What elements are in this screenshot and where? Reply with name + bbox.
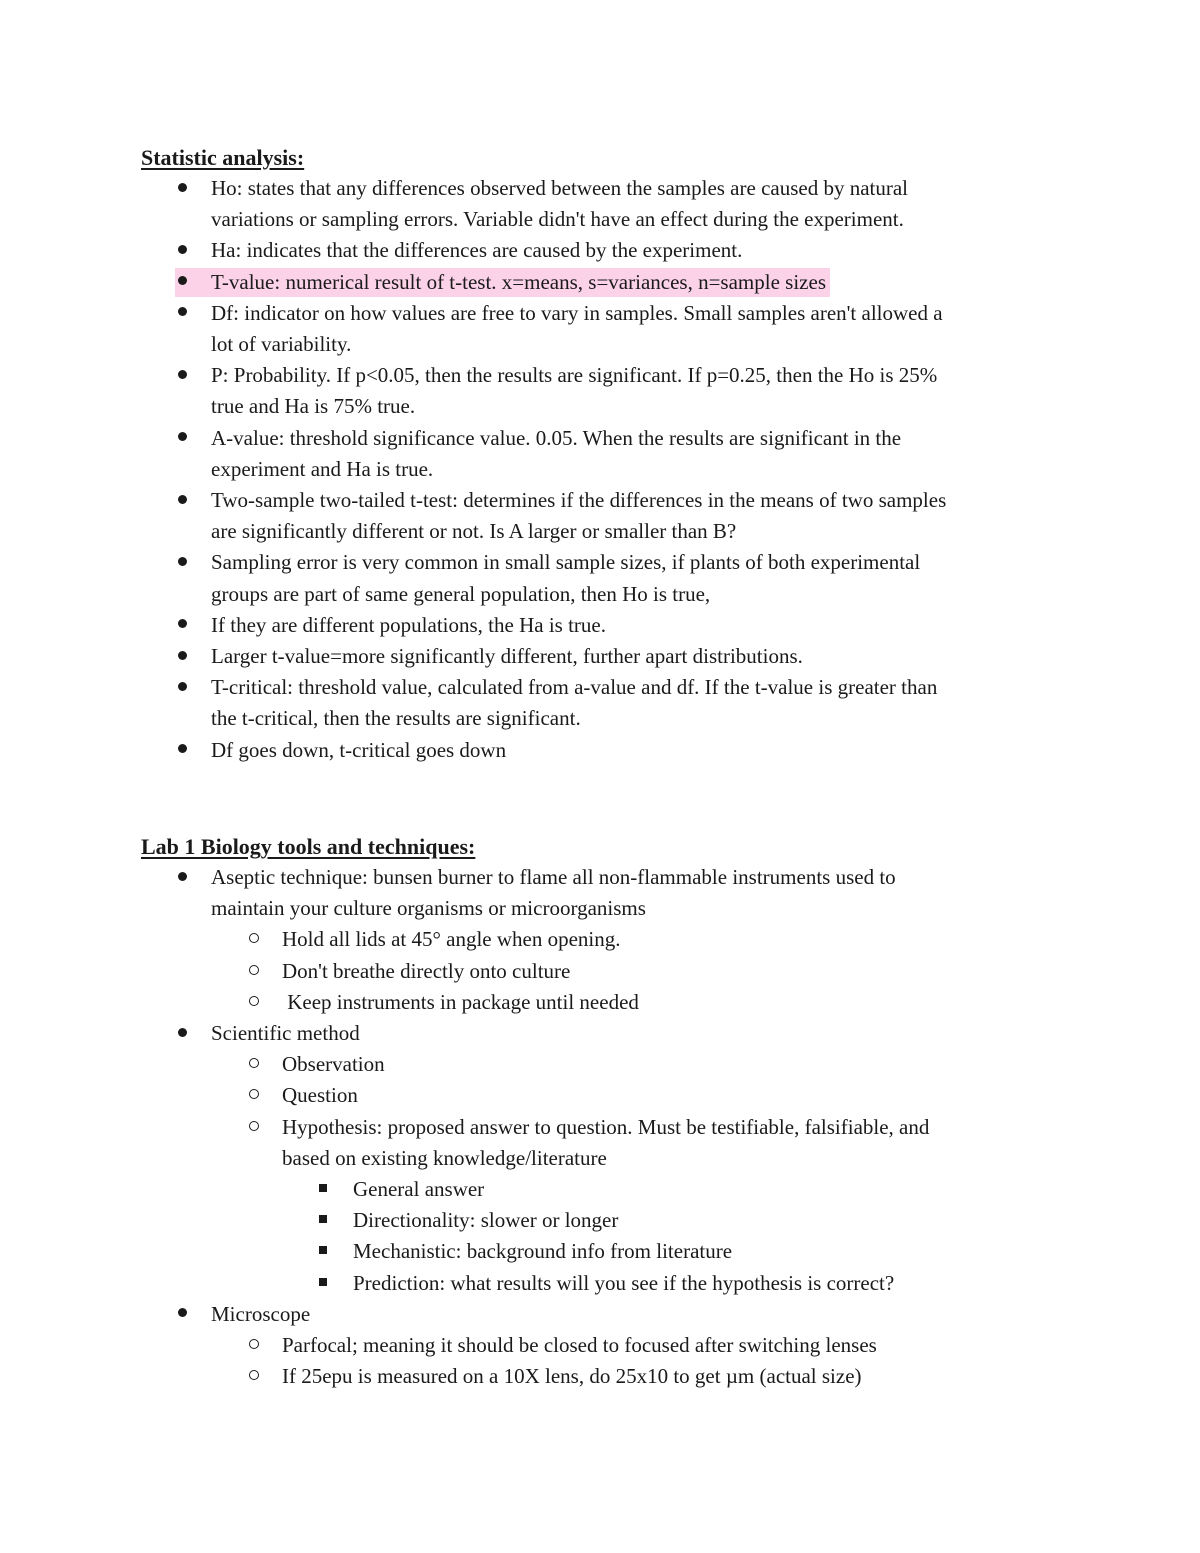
sub-list-item [141, 924, 1061, 955]
sub-sub-list-item [141, 1236, 1061, 1267]
list-item-text: Keep instruments in package until needed [282, 989, 639, 1014]
list-item-continuation [141, 516, 1061, 547]
sub-list-item-continuation [141, 1143, 1061, 1174]
bullet-icon [178, 173, 187, 204]
bullet-icon [178, 298, 187, 329]
lab-1-section [141, 831, 1061, 1392]
list-item-text: Df: indicator on how values are free to vary in samples. Small samples aren't allowed a [211, 300, 943, 325]
list-item-text: Aseptic technique: bunsen burner to flame all non-flammable instruments used to [211, 865, 896, 889]
bullet-icon [178, 610, 187, 641]
circle-bullet-icon [249, 1080, 259, 1111]
list-item [141, 360, 1061, 391]
list-item-text: If they are different populations, the Ha is true. [211, 612, 606, 637]
lab-1-list [141, 862, 1061, 1392]
list-item-text: Larger t-value=more significantly different, further apart distributions. [211, 644, 803, 669]
circle-bullet-icon [249, 1049, 259, 1080]
list-item [141, 610, 1061, 641]
square-bullet-icon [319, 1174, 327, 1205]
list-item-continuation [141, 893, 1061, 924]
lab-1-heading: Lab 1 Biology tools and techniques: [141, 834, 476, 859]
sub-sub-list-item [141, 1174, 1061, 1205]
list-item [141, 423, 1061, 454]
square-bullet-icon [319, 1205, 327, 1236]
sub-list-item [141, 1112, 1061, 1143]
bullet-icon [178, 672, 187, 703]
square-bullet-icon [319, 1236, 327, 1267]
list-item-text: Scientific method [211, 1021, 360, 1046]
circle-bullet-icon [249, 1112, 259, 1143]
list-item-text: are significantly different or not. Is A larger or smaller than B? [211, 519, 737, 544]
sub-list-item [141, 1330, 1061, 1361]
list-item-text: Sampling error is very common in small sample sizes, if plants of both experimental [211, 550, 921, 575]
bullet-icon [178, 1299, 187, 1330]
list-item-text: Prediction: what results will you see if the hypothesis is correct? [353, 1270, 895, 1295]
list-item-text: maintain your culture organisms or microorganisms [211, 896, 646, 921]
bullet-icon [178, 485, 187, 516]
circle-bullet-icon [249, 987, 259, 1018]
bullet-icon [178, 423, 187, 454]
sub-list-item [141, 1080, 1061, 1111]
list-item [141, 1299, 1061, 1330]
circle-bullet-icon [249, 1330, 259, 1361]
sub-list-item [141, 1361, 1061, 1392]
sub-list-item [141, 956, 1061, 987]
list-item-continuation [141, 391, 1061, 422]
list-item-text: the t-critical, then the results are significant. [211, 706, 581, 731]
list-item-text: Question [282, 1083, 358, 1108]
statistic-analysis-list [141, 173, 1061, 766]
list-item-text: P: Probability. If p<0.05, then the results are significant. If p=0.25, then the Ho is 25% [211, 363, 938, 388]
sub-list-item [141, 1049, 1061, 1080]
list-item-text: Hypothesis: proposed answer to question. Must be testifiable, falsifiable, and [282, 1114, 930, 1139]
list-item-continuation [141, 579, 1061, 610]
circle-bullet-icon [249, 1361, 259, 1392]
list-item-text: variations or sampling errors. Variable didn't have an effect during the experiment. [211, 207, 904, 232]
circle-bullet-icon [249, 956, 259, 987]
list-item [141, 735, 1061, 766]
bullet-icon [178, 862, 187, 893]
list-item-continuation [141, 454, 1061, 485]
list-item-continuation [141, 703, 1061, 734]
bullet-icon [178, 641, 187, 672]
list-item-continuation [141, 329, 1061, 360]
list-item [141, 672, 1061, 703]
list-item-text: A-value: threshold significance value. 0.05. When the results are significant in the [211, 425, 902, 450]
list-item [141, 547, 1061, 578]
list-item-text: General answer [353, 1177, 485, 1202]
bullet-icon [178, 547, 187, 578]
list-item [141, 862, 1061, 893]
list-item [141, 1018, 1061, 1049]
list-item-text: Two-sample two-tailed t-test: determines if the differences in the means of two samples [211, 488, 947, 513]
list-item-text: Observation [282, 1052, 385, 1077]
sub-sub-list-item [141, 1205, 1061, 1236]
list-item [141, 173, 1061, 204]
list-item-text: groups are part of same general population, then Ho is true, [211, 581, 711, 606]
list-item-text: Don't breathe directly onto culture [282, 958, 571, 983]
sub-sub-list-item [141, 1268, 1061, 1299]
list-item [141, 298, 1061, 329]
list-item-text: based on existing knowledge/literature [282, 1145, 607, 1170]
list-item-text: Hold all lids at 45° angle when opening. [282, 927, 621, 952]
list-item-text: Ho: states that any differences observed between the samples are caused by natural [211, 176, 909, 200]
bullet-icon [178, 235, 187, 266]
list-item-text: lot of variability. [211, 332, 352, 357]
list-item-text: Df goes down, t-critical goes down [211, 737, 507, 762]
statistic-analysis-section [141, 142, 1061, 766]
list-item-highlighted [141, 267, 1061, 298]
square-bullet-icon [319, 1268, 327, 1299]
bullet-icon [178, 360, 187, 391]
highlighted-text: T-value: numerical result of t-test. x=means, s=variances, n=sample sizes [175, 268, 830, 297]
circle-bullet-icon [249, 924, 259, 955]
list-item [141, 641, 1061, 672]
list-item-text: Directionality: slower or longer [353, 1208, 619, 1233]
list-item-text: Mechanistic: background info from literature [353, 1239, 733, 1264]
list-item [141, 485, 1061, 516]
bullet-icon [178, 1018, 187, 1049]
bullet-icon [178, 267, 187, 298]
list-item-text: T-critical: threshold value, calculated from a-value and df. If the t-value is greater than [211, 675, 938, 700]
sub-list-item [141, 987, 1061, 1018]
statistic-analysis-heading: Statistic analysis: [141, 145, 305, 170]
list-item-text: true and Ha is 75% true. [211, 394, 416, 419]
list-item-text: experiment and Ha is true. [211, 456, 434, 481]
list-item-continuation [141, 204, 1061, 235]
list-item [141, 235, 1061, 266]
bullet-icon [178, 735, 187, 766]
list-item-text: If 25epu is measured on a 10X lens, do 25x10 to get µm (actual size) [282, 1364, 862, 1389]
list-item-text: Parfocal; meaning it should be closed to focused after switching lenses [282, 1333, 877, 1358]
list-item-text: Ha: indicates that the differences are caused by the experiment. [211, 238, 743, 263]
list-item-text: Microscope [211, 1301, 311, 1326]
